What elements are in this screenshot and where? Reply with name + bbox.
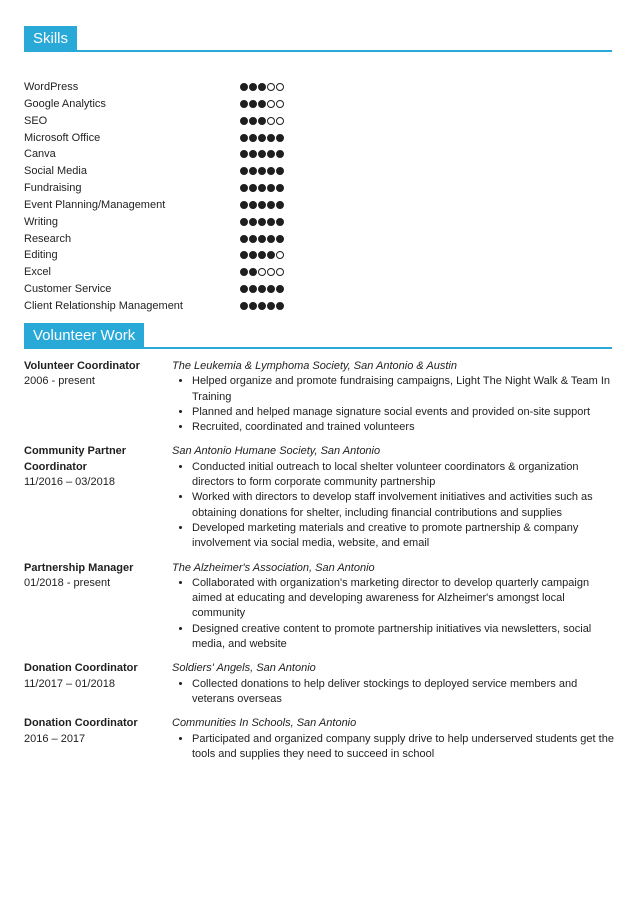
rating-dot-filled-icon bbox=[240, 150, 248, 158]
rating-dot-filled-icon bbox=[276, 150, 284, 158]
skill-rating bbox=[240, 167, 284, 175]
volunteer-entry bbox=[24, 359, 614, 435]
skill-rating bbox=[240, 218, 284, 226]
entry-bullet: • Developed marketing materials and creative to promote partnership & company involvement via social media, website, and email bbox=[192, 521, 614, 552]
rating-dot-filled-icon bbox=[249, 268, 257, 276]
rating-dot-filled-icon bbox=[258, 150, 266, 158]
volunteer-entry bbox=[24, 561, 614, 653]
rating-dot-filled-icon bbox=[258, 302, 266, 310]
skill-name: Google Analytics bbox=[24, 97, 106, 110]
rating-dot-filled-icon bbox=[249, 167, 257, 175]
rating-dot-filled-icon bbox=[240, 268, 248, 276]
skill-name: Writing bbox=[24, 215, 59, 228]
rating-dot-filled-icon bbox=[240, 83, 248, 91]
entry-meta bbox=[24, 561, 172, 653]
skill-name: Microsoft Office bbox=[24, 131, 101, 144]
skill-name: Excel bbox=[24, 266, 51, 279]
entry-details bbox=[172, 359, 614, 435]
skill-row bbox=[24, 247, 324, 264]
skill-rating bbox=[240, 251, 284, 259]
rating-dot-filled-icon bbox=[267, 201, 275, 209]
entry-details bbox=[172, 716, 614, 762]
rating-dot-empty-icon bbox=[258, 268, 266, 276]
volunteer-entry bbox=[24, 444, 614, 551]
rating-dot-filled-icon bbox=[249, 201, 257, 209]
entry-bullet-list bbox=[172, 576, 614, 652]
volunteer-entry bbox=[24, 661, 614, 707]
entry-dates: 2006 - present bbox=[24, 375, 95, 388]
entry-meta bbox=[24, 444, 172, 551]
skill-rating bbox=[240, 201, 284, 209]
entry-dates: 11/2017 – 01/2018 bbox=[24, 677, 115, 690]
skill-name: Event Planning/Management bbox=[24, 198, 166, 211]
skill-row bbox=[24, 298, 324, 315]
entry-bullet: • Worked with directors to develop staff involvement initiatives and activities such as obtaining donations for shelter, including financial contributions and supplies bbox=[192, 490, 614, 521]
rating-dot-filled-icon bbox=[267, 167, 275, 175]
rating-dot-filled-icon bbox=[267, 302, 275, 310]
skill-row bbox=[24, 231, 324, 248]
skill-rating bbox=[240, 285, 284, 293]
skill-row bbox=[24, 180, 324, 197]
rating-dot-empty-icon bbox=[267, 268, 275, 276]
rating-dot-filled-icon bbox=[240, 117, 248, 125]
rating-dot-filled-icon bbox=[258, 285, 266, 293]
rating-dot-empty-icon bbox=[267, 100, 275, 108]
entry-details bbox=[172, 661, 614, 707]
entry-role: Partnership Manager bbox=[24, 561, 134, 574]
rating-dot-empty-icon bbox=[276, 83, 284, 91]
rating-dot-filled-icon bbox=[267, 184, 275, 192]
rating-dot-filled-icon bbox=[267, 150, 275, 158]
entry-organization: Soldiers' Angels, San Antonio bbox=[172, 662, 316, 675]
rating-dot-filled-icon bbox=[249, 235, 257, 243]
entry-organization: San Antonio Humane Society, San Antonio bbox=[172, 445, 381, 458]
rating-dot-filled-icon bbox=[258, 117, 266, 125]
rating-dot-filled-icon bbox=[258, 83, 266, 91]
skill-rating bbox=[240, 117, 284, 125]
entry-meta bbox=[24, 359, 172, 435]
entry-details bbox=[172, 561, 614, 653]
skill-rating bbox=[240, 235, 284, 243]
entry-meta bbox=[24, 716, 172, 762]
skill-row bbox=[24, 113, 324, 130]
entry-details bbox=[172, 444, 614, 551]
skill-name: Social Media bbox=[24, 165, 87, 178]
skill-name: Customer Service bbox=[24, 283, 112, 296]
skill-name: Research bbox=[24, 232, 72, 245]
rating-dot-filled-icon bbox=[267, 218, 275, 226]
rating-dot-filled-icon bbox=[240, 285, 248, 293]
skill-rating bbox=[240, 83, 284, 91]
rating-dot-filled-icon bbox=[276, 218, 284, 226]
skill-row bbox=[24, 163, 324, 180]
rating-dot-filled-icon bbox=[258, 235, 266, 243]
volunteer-entry bbox=[24, 716, 614, 762]
skill-row bbox=[24, 264, 324, 281]
entry-dates: 2016 – 2017 bbox=[24, 732, 86, 745]
rating-dot-filled-icon bbox=[258, 201, 266, 209]
skill-rating bbox=[240, 100, 284, 108]
rating-dot-filled-icon bbox=[258, 184, 266, 192]
rating-dot-filled-icon bbox=[240, 201, 248, 209]
skill-rating bbox=[240, 184, 284, 192]
entry-bullet: • Recruited, coordinated and trained volunteers bbox=[192, 420, 614, 435]
rating-dot-filled-icon bbox=[276, 134, 284, 142]
rating-dot-filled-icon bbox=[249, 251, 257, 259]
rating-dot-filled-icon bbox=[240, 251, 248, 259]
skill-rating bbox=[240, 268, 284, 276]
rating-dot-filled-icon bbox=[276, 235, 284, 243]
rating-dot-filled-icon bbox=[240, 218, 248, 226]
rating-dot-filled-icon bbox=[249, 134, 257, 142]
skill-row bbox=[24, 197, 324, 214]
rating-dot-filled-icon bbox=[267, 134, 275, 142]
skill-name: Canva bbox=[24, 148, 56, 161]
entry-organization: The Leukemia & Lymphoma Society, San Antonio & Austin bbox=[172, 360, 457, 372]
entry-meta bbox=[24, 661, 172, 707]
rating-dot-empty-icon bbox=[267, 117, 275, 125]
rating-dot-filled-icon bbox=[240, 184, 248, 192]
entry-bullet: • Collected donations to help deliver stockings to deployed service members and veterans overseas bbox=[192, 677, 614, 708]
rating-dot-filled-icon bbox=[249, 302, 257, 310]
rating-dot-filled-icon bbox=[258, 251, 266, 259]
rating-dot-filled-icon bbox=[240, 167, 248, 175]
entry-bullet: • Collaborated with organization's marketing director to develop quarterly campaign aimed at educating and developing awareness for Alzheimer's amongst local community bbox=[192, 576, 614, 622]
rating-dot-empty-icon bbox=[276, 268, 284, 276]
entry-bullet: • Helped organize and promote fundraising campaigns, Light The Night Walk & Team In Training bbox=[192, 374, 614, 405]
volunteer-divider bbox=[24, 347, 612, 349]
rating-dot-empty-icon bbox=[267, 83, 275, 91]
entry-bullet: • Planned and helped manage signature social events and provided on-site support bbox=[192, 405, 614, 420]
rating-dot-filled-icon bbox=[249, 117, 257, 125]
skills-section-header bbox=[24, 26, 612, 53]
volunteer-section-title: Volunteer Work bbox=[24, 323, 144, 348]
entry-bullet-list bbox=[172, 732, 614, 763]
rating-dot-filled-icon bbox=[267, 251, 275, 259]
rating-dot-filled-icon bbox=[240, 100, 248, 108]
skills-divider bbox=[24, 50, 612, 52]
rating-dot-empty-icon bbox=[276, 100, 284, 108]
entry-bullet-list bbox=[172, 374, 614, 435]
rating-dot-filled-icon bbox=[276, 302, 284, 310]
entry-bullet: • Conducted initial outreach to local shelter volunteer coordinators & organization directors to form corporate community partnership bbox=[192, 460, 614, 491]
entry-bullet: • Designed creative content to promote partnership initiatives via newsletters, social media, and website bbox=[192, 622, 614, 653]
skill-row bbox=[24, 214, 324, 231]
rating-dot-filled-icon bbox=[276, 167, 284, 175]
rating-dot-filled-icon bbox=[249, 150, 257, 158]
skill-rating bbox=[240, 302, 284, 310]
skill-rating bbox=[240, 134, 284, 142]
entry-role: Volunteer Coordinator bbox=[24, 360, 140, 372]
rating-dot-filled-icon bbox=[258, 167, 266, 175]
skills-section-title: Skills bbox=[24, 26, 77, 51]
skill-name: SEO bbox=[24, 114, 48, 127]
rating-dot-filled-icon bbox=[249, 100, 257, 108]
entry-dates: 01/2018 - present bbox=[24, 576, 111, 589]
volunteer-entries bbox=[24, 359, 614, 771]
entry-role: Donation Coordinator bbox=[24, 717, 138, 730]
rating-dot-filled-icon bbox=[249, 184, 257, 192]
skill-name: Editing bbox=[24, 249, 58, 262]
rating-dot-filled-icon bbox=[249, 285, 257, 293]
rating-dot-filled-icon bbox=[276, 201, 284, 209]
rating-dot-filled-icon bbox=[240, 235, 248, 243]
entry-dates: 11/2016 – 03/2018 bbox=[24, 476, 115, 489]
rating-dot-filled-icon bbox=[258, 100, 266, 108]
rating-dot-filled-icon bbox=[240, 302, 248, 310]
skill-row bbox=[24, 281, 324, 298]
skill-rating bbox=[240, 150, 284, 158]
volunteer-section-header bbox=[24, 323, 612, 350]
rating-dot-filled-icon bbox=[258, 134, 266, 142]
entry-bullet-list bbox=[172, 460, 614, 552]
skill-name: WordPress bbox=[24, 81, 79, 93]
skill-row bbox=[24, 79, 324, 96]
rating-dot-filled-icon bbox=[276, 285, 284, 293]
skill-name: Client Relationship Management bbox=[24, 299, 183, 312]
entry-bullet: • Participated and organized company supply drive to help underserved students get the tools and supplies they need to succeed in school bbox=[192, 732, 614, 763]
entry-role: Donation Coordinator bbox=[24, 662, 138, 675]
rating-dot-filled-icon bbox=[267, 285, 275, 293]
skill-row bbox=[24, 146, 324, 163]
skills-list bbox=[24, 79, 324, 315]
rating-dot-filled-icon bbox=[249, 83, 257, 91]
entry-organization: The Alzheimer's Association, San Antonio bbox=[172, 561, 375, 574]
rating-dot-empty-icon bbox=[276, 117, 284, 125]
rating-dot-filled-icon bbox=[249, 218, 257, 226]
entry-bullet-list bbox=[172, 677, 614, 708]
skill-row bbox=[24, 96, 324, 113]
rating-dot-filled-icon bbox=[276, 184, 284, 192]
rating-dot-filled-icon bbox=[267, 235, 275, 243]
skill-name: Fundraising bbox=[24, 182, 82, 195]
skill-row bbox=[24, 130, 324, 147]
entry-role: Community Partner Coordinator bbox=[24, 445, 127, 473]
rating-dot-empty-icon bbox=[276, 251, 284, 259]
rating-dot-filled-icon bbox=[240, 134, 248, 142]
entry-organization: Communities In Schools, San Antonio bbox=[172, 717, 357, 730]
rating-dot-filled-icon bbox=[258, 218, 266, 226]
